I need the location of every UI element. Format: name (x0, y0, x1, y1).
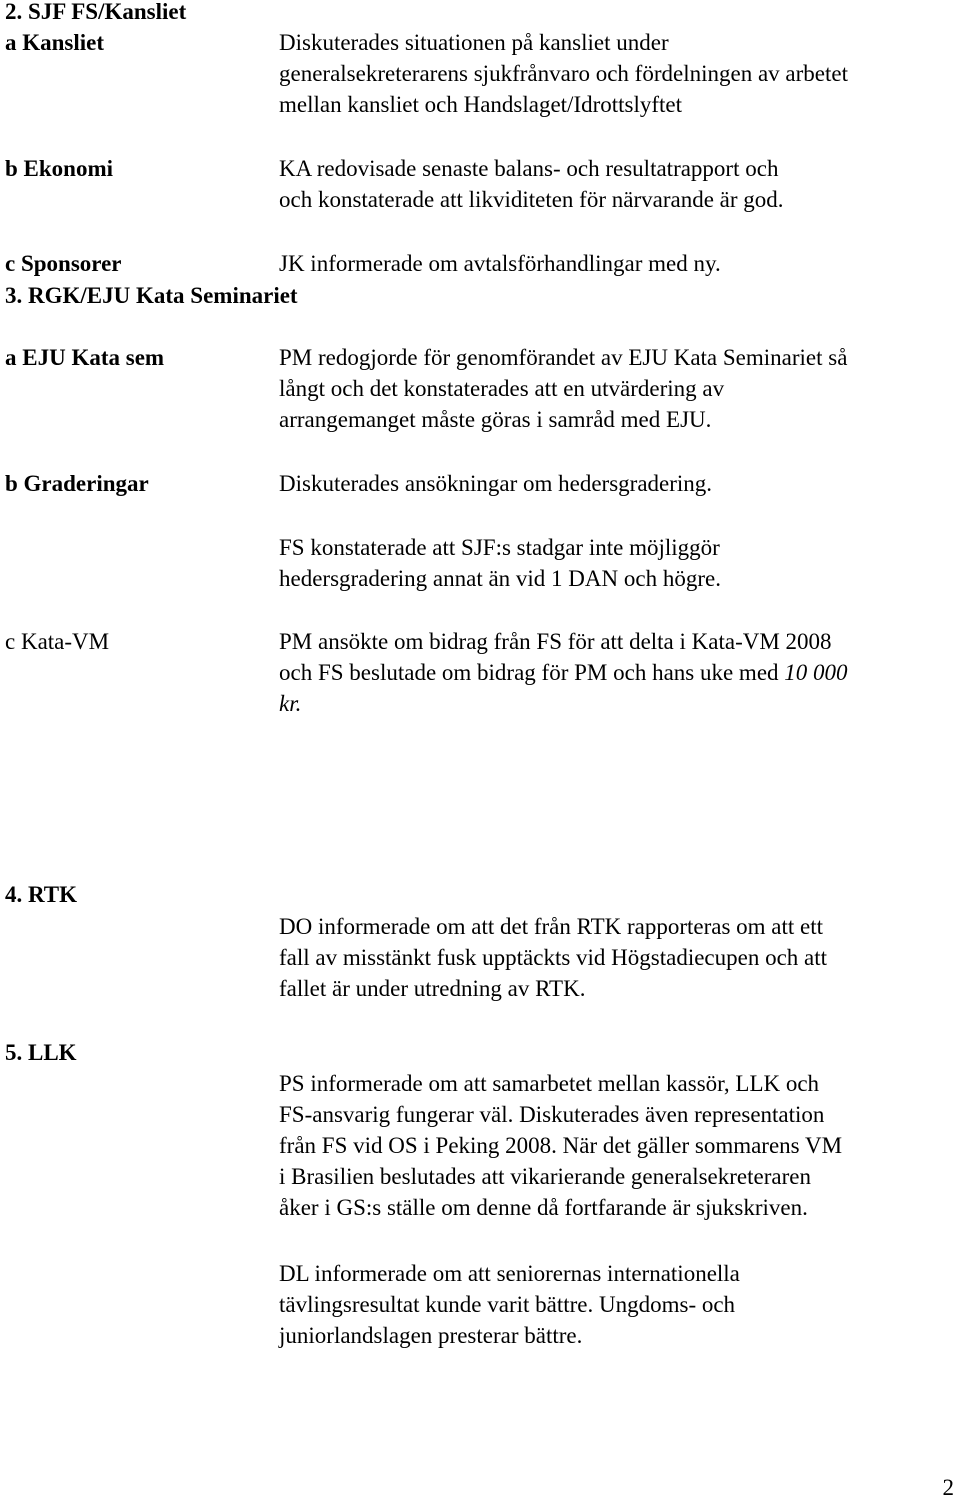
item-3c-currency: kr. (279, 691, 302, 716)
item-3a-text (279, 342, 959, 435)
item-2b-text (279, 153, 959, 215)
item-5-line: åker i GS:s ställe om denne då fortfarande är sjukskriven. (279, 1195, 808, 1220)
item-2c-text (279, 248, 959, 279)
item-2b-line: och konstaterade att likviditeten för närvarande är god. (279, 187, 784, 212)
item-3a-label: a EJU Kata sem (5, 345, 165, 370)
item-4-line: fallet är under utredning av RTK. (279, 976, 586, 1001)
item-2a-text (279, 27, 959, 120)
item-3c-label: c Kata-VM (5, 629, 110, 654)
section-4-heading: 4. RTK (5, 882, 78, 907)
item-5-line: i Brasilien beslutades att vikarierande generalsekreteraren (279, 1164, 811, 1189)
item-2b-label: b Ekonomi (5, 156, 114, 181)
item-2a-line: generalsekreterarens sjukfrånvaro och fördelningen av arbetet (279, 61, 848, 86)
item-3b-text (279, 468, 959, 499)
item-3b-line: FS konstaterade att SJF:s stadgar inte möjliggör (279, 535, 720, 560)
item-3b-text-2 (279, 532, 959, 594)
item-3c-line (279, 688, 959, 719)
item-4-line: fall av misstänkt fusk upptäckts vid Högstadiecupen och att (279, 945, 828, 970)
item-3b-line: Diskuterades ansökningar om hedersgradering. (279, 471, 713, 496)
item-3a-line: arrangemanget måste göras i samråd med EJU. (279, 407, 712, 432)
item-3a-line: långt och det konstaterades att en utvärdering av (279, 376, 725, 401)
item-3c-text (279, 626, 959, 719)
item-5-paragraph-2 (279, 1258, 959, 1351)
item-3c-line-text: och FS beslutade om bidrag för PM och hans uke med (279, 660, 785, 685)
item-5-line: från FS vid OS i Peking 2008. När det gäller sommarens VM (279, 1133, 843, 1158)
item-3c-line (279, 657, 959, 688)
item-2b-line: KA redovisade senaste balans- och resultatrapport och (279, 156, 779, 181)
section-3-heading: 3. RGK/EJU Kata Seminariet (5, 283, 298, 308)
item-5-line: tävlingsresultat kunde varit bättre. Ungdoms- och (279, 1292, 736, 1317)
section-5-heading: 5. LLK (5, 1040, 77, 1065)
item-3b-label: b Graderingar (5, 471, 149, 496)
item-3c-amount: 10 000 (784, 660, 848, 685)
item-2a-line: Diskuterades situationen på kansliet under (279, 30, 669, 55)
item-2c-line: JK informerade om avtalsförhandlingar med ny. (279, 251, 721, 276)
section-2-heading: 2. SJF FS/Kansliet (5, 0, 187, 24)
item-5-line: juniorlandslagen presterar bättre. (279, 1323, 583, 1348)
item-2a-label: a Kansliet (5, 30, 105, 55)
item-4-line: DO informerade om att det från RTK rapporteras om att ett (279, 914, 824, 939)
item-2a-line: mellan kansliet och Handslaget/Idrottslyftet (279, 92, 683, 117)
page-number: 2 (942, 1475, 954, 1500)
item-5-line: FS-ansvarig fungerar väl. Diskuterades även representation (279, 1102, 825, 1127)
item-2c-label: c Sponsorer (5, 251, 122, 276)
item-5-paragraph-1 (279, 1068, 959, 1223)
item-4-text (279, 911, 959, 1004)
item-5-line: PS informerade om att samarbetet mellan kassör, LLK och (279, 1071, 820, 1096)
item-3a-line: PM redogjorde för genomförandet av EJU Kata Seminariet så (279, 345, 848, 370)
item-3b-line: hedersgradering annat än vid 1 DAN och högre. (279, 566, 721, 591)
item-5-line: DL informerade om att seniorernas internationella (279, 1261, 740, 1286)
item-3c-line: PM ansökte om bidrag från FS för att delta i Kata-VM 2008 (279, 629, 832, 654)
